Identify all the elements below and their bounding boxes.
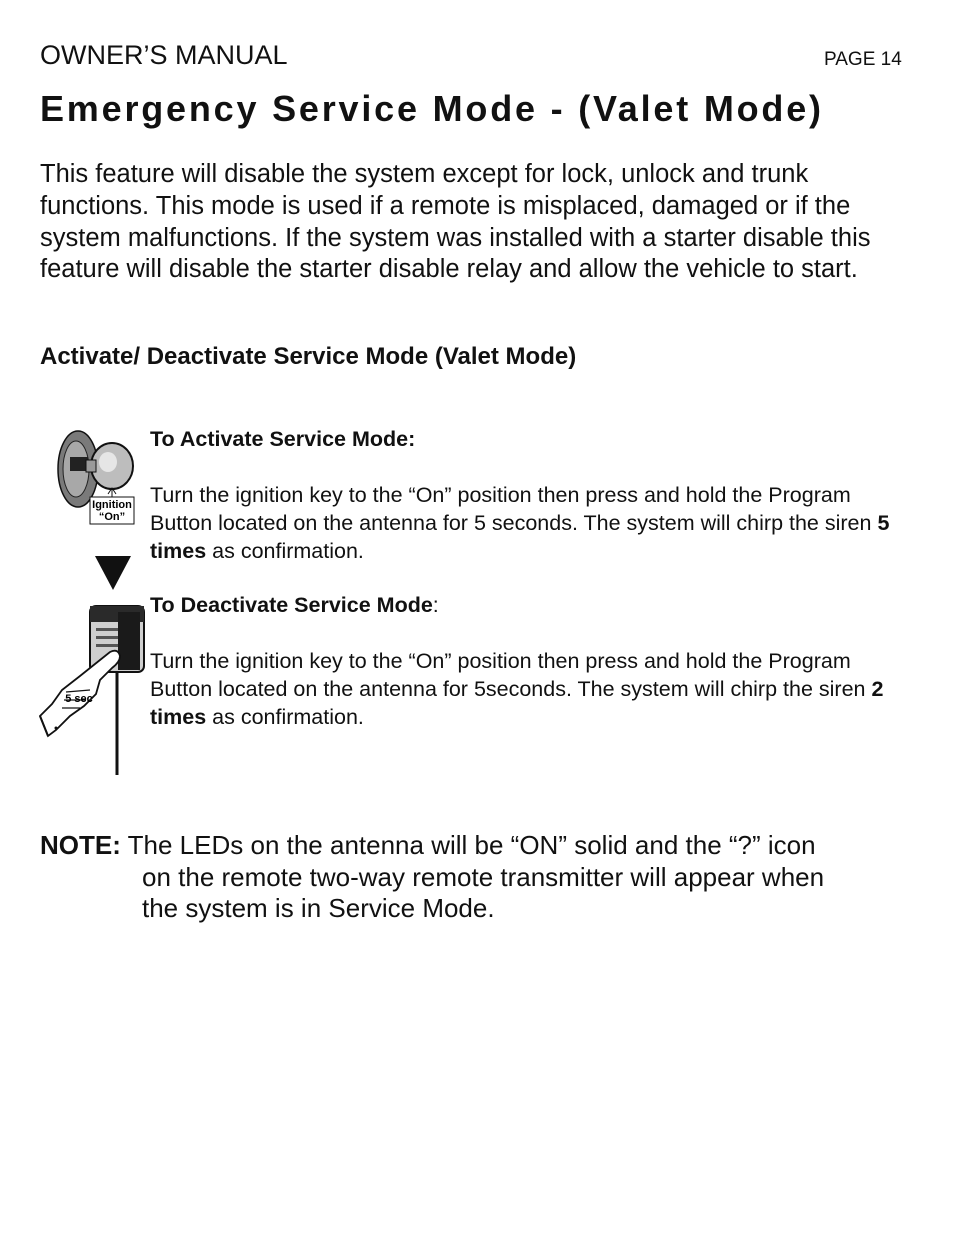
note-line-3: the system is in Service Mode. <box>142 893 495 923</box>
activate-times-label: times <box>150 538 207 563</box>
page-title: Emergency Service Mode - (Valet Mode) <box>40 88 824 129</box>
activate-text-end: as confirmation. <box>206 538 364 563</box>
deactivate-heading-colon: : <box>432 593 439 617</box>
deactivate-heading <box>150 592 910 620</box>
deactivate-text-end: as confirmation. <box>206 704 364 729</box>
deactivate-times-label: times <box>150 704 207 729</box>
deactivate-text: Turn the ignition key to the “On” position then press and hold the Program Button located on the antenna for 5seconds. The system will chirp the siren <box>150 649 872 701</box>
antenna-unit-icon <box>90 606 144 775</box>
manual-header: OWNER’S MANUAL <box>40 40 288 70</box>
press-duration-label: 5 sec <box>65 693 93 705</box>
activate-instructions <box>150 482 910 565</box>
ignition-label: Ignition <box>92 499 132 511</box>
deactivate-heading-text: To Deactivate Service Mode <box>150 593 433 617</box>
activate-heading: To Activate Service Mode: <box>150 427 416 451</box>
activate-text: Turn the ignition key to the “On” position then press and hold the Program Button located on the antenna for 5 seconds. The system will chirp the siren <box>150 483 878 535</box>
section-heading: Activate/ Deactivate Service Mode (Valet Mode) <box>40 343 577 370</box>
deactivate-instructions <box>150 648 910 731</box>
note-label: NOTE: <box>40 830 121 860</box>
ignition-on-label: “On” <box>98 511 126 523</box>
intro-paragraph: This feature will disable the system except for lock, unlock and trunk functions. This mode is used if a remote is misplaced, damaged or if the system malfunctions. If the system was installed with a starter disable this feature will disable the starter disable relay and allow the vehicle to start. <box>40 160 871 284</box>
note-block <box>40 830 920 925</box>
note-line-1: The LEDs on the antenna will be “ON” solid and the “?” icon <box>127 830 816 860</box>
activate-chirp-count: 5 <box>877 510 890 535</box>
down-arrow-icon <box>95 556 131 590</box>
page-number: PAGE 14 <box>824 49 902 70</box>
note-line-2: on the remote two-way remote transmitter will appear when <box>142 861 825 892</box>
deactivate-chirp-count: 2 <box>871 676 884 701</box>
